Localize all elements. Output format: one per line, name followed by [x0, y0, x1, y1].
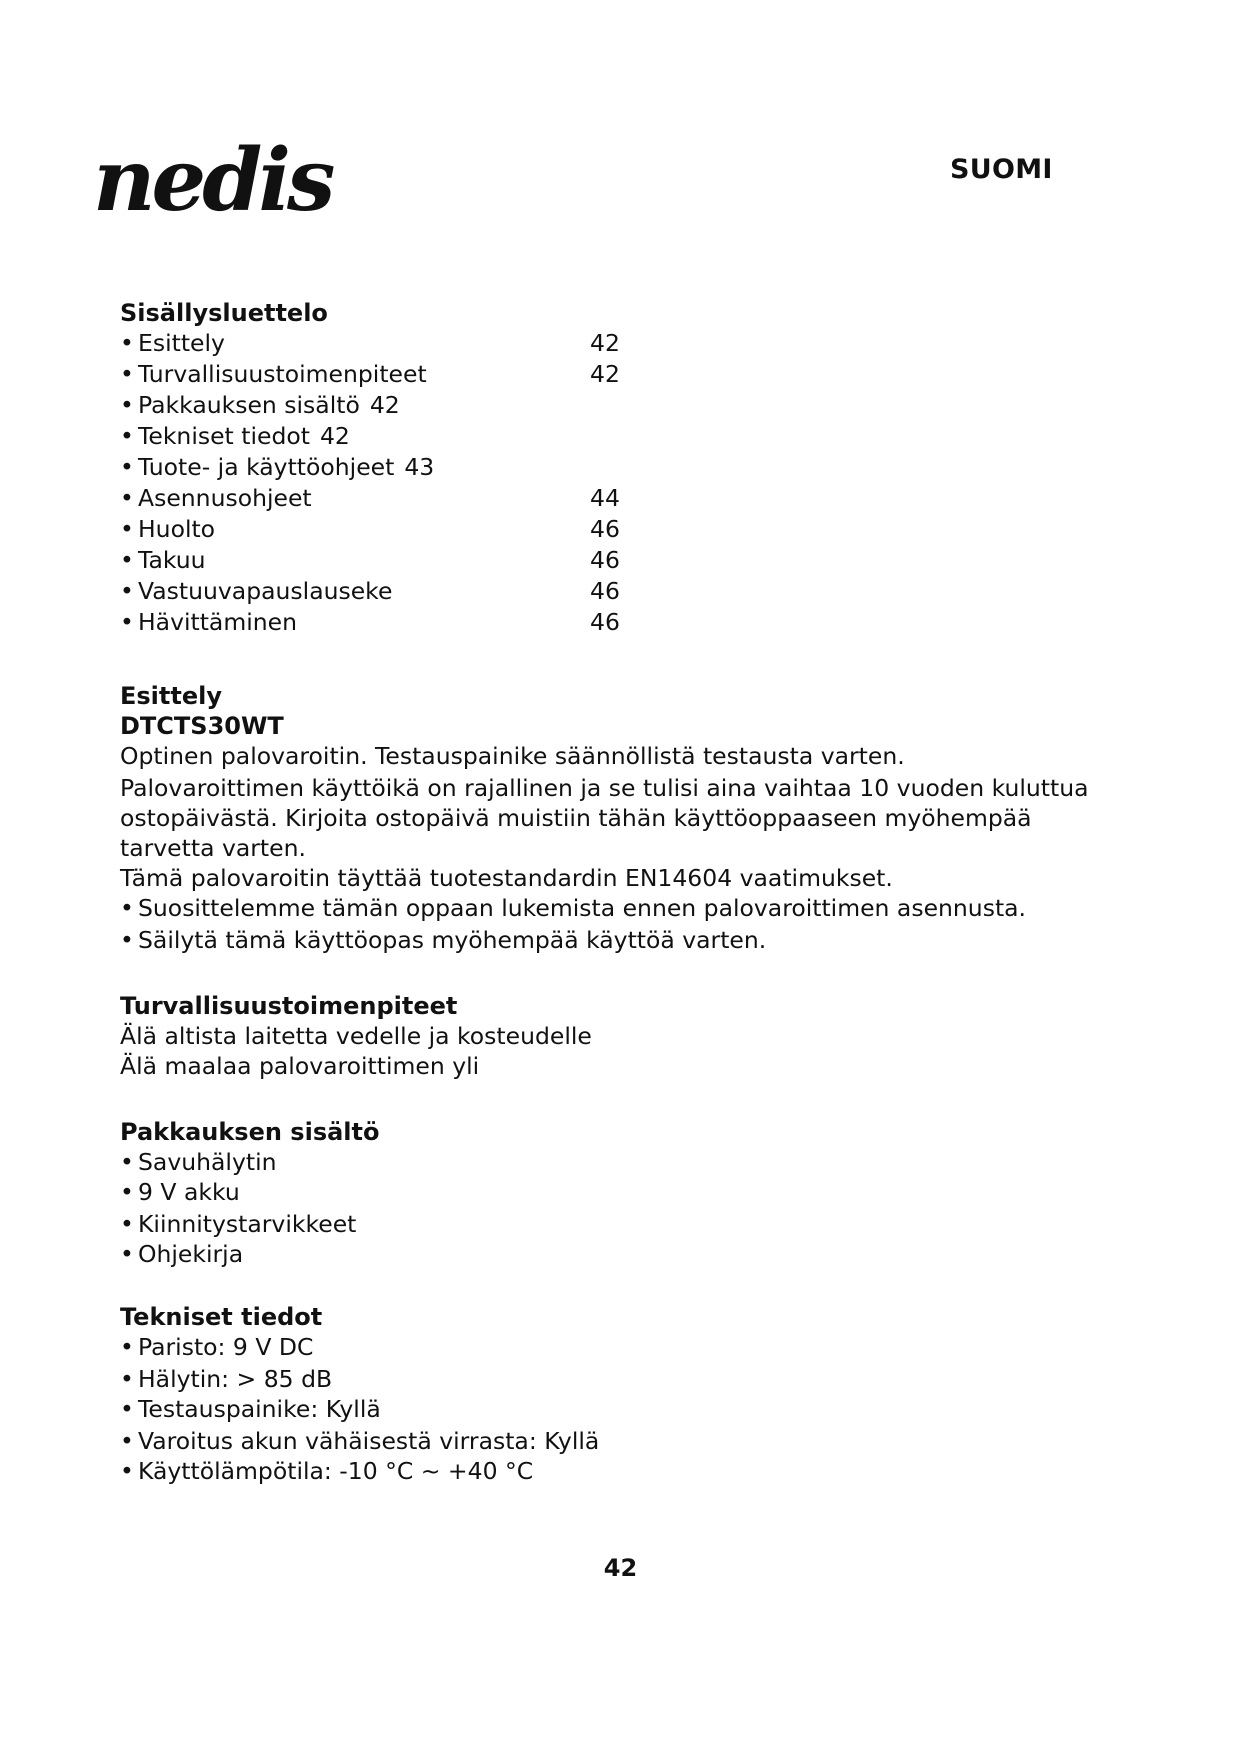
- list-item: • Kiinnitystarvikkeet: [120, 1210, 357, 1238]
- list-item: • Varoitus akun vähäisestä virrasta: Kyllä: [120, 1427, 600, 1455]
- toc-item-label: Takuu: [138, 546, 206, 574]
- package-title: Pakkauksen sisältö: [120, 1118, 380, 1146]
- list-item: • Säilytä tämä käyttöopas myöhempää käyttöä varten.: [120, 926, 767, 954]
- toc-item-page: 42: [590, 360, 620, 388]
- safety-line: Älä maalaa palovaroittimen yli: [120, 1052, 480, 1080]
- intro-line: Optinen palovaroitin. Testauspainike säännöllistä testausta varten.: [120, 742, 905, 770]
- bullet-icon: •: [120, 391, 134, 419]
- bullet-icon: •: [120, 577, 134, 605]
- package-section: [120, 1117, 380, 1269]
- toc-item: [120, 421, 434, 452]
- bullet-icon: •: [120, 329, 134, 357]
- intro-line: Tämä palovaroitin täyttää tuotestandardin EN14604 vaatimukset.: [120, 864, 893, 892]
- specs-section: [120, 1302, 599, 1486]
- bullet-icon: •: [120, 422, 134, 450]
- safety-section: [120, 991, 592, 1081]
- toc-item-page: 42: [319, 422, 350, 450]
- bullet-icon: •: [120, 453, 134, 481]
- list-item: • 9 V akku: [120, 1178, 240, 1206]
- toc-item-label: Turvallisuustoimenpiteet: [138, 360, 427, 388]
- toc-item-page: 46: [590, 546, 620, 574]
- toc-item-label: Pakkauksen sisältö: [138, 391, 360, 419]
- list-item: • Hälytin: > 85 dB: [120, 1365, 333, 1393]
- list-item: • Paristo: 9 V DC: [120, 1333, 314, 1361]
- toc-item-label: Esittely: [138, 329, 225, 357]
- toc-item: [120, 483, 620, 514]
- toc-item: [120, 607, 620, 638]
- toc-item-label: Asennusohjeet: [138, 484, 312, 512]
- toc-item-page: 42: [590, 329, 620, 357]
- brand-logo: [88, 128, 448, 238]
- toc-item-page: 46: [590, 577, 620, 605]
- bullet-icon: •: [120, 484, 134, 512]
- intro-line: tarvetta varten.: [120, 834, 306, 862]
- bullet-icon: •: [120, 515, 134, 543]
- toc-item-page: 46: [590, 608, 620, 636]
- table-of-contents: [120, 298, 620, 638]
- toc-item: [120, 359, 620, 390]
- intro-section: [120, 681, 1089, 955]
- bullet-icon: •: [120, 546, 134, 574]
- toc-item: [120, 545, 620, 576]
- toc-item-page: 43: [404, 453, 435, 481]
- nedis-logo-icon: [88, 128, 448, 238]
- toc-item: [120, 328, 620, 359]
- toc-item: [120, 390, 434, 421]
- safety-line: Älä altista laitetta vedelle ja kosteudelle: [120, 1022, 592, 1050]
- page-number: 42: [603, 1554, 638, 1582]
- toc-item-page: 46: [590, 515, 620, 543]
- intro-title: Esittely: [120, 682, 222, 710]
- list-item: • Käyttölämpötila: -10 °C ~ +40 °C: [120, 1457, 534, 1485]
- svg-text:nedis: nedis: [93, 130, 332, 231]
- intro-line: Palovaroittimen käyttöikä on rajallinen ja se tulisi aina vaihtaa 10 vuoden kuluttua: [120, 774, 1089, 802]
- toc-item: [120, 514, 620, 545]
- language-label: SUOMI: [950, 154, 1053, 185]
- list-item: • Ohjekirja: [120, 1240, 244, 1268]
- safety-title: Turvallisuustoimenpiteet: [120, 992, 458, 1020]
- list-item: • Testauspainike: Kyllä: [120, 1395, 381, 1423]
- toc-item-label: Vastuuvapauslauseke: [138, 577, 393, 605]
- toc-item-label: Tuote- ja käyttöohjeet: [138, 453, 395, 481]
- toc-item-label: Huolto: [138, 515, 216, 543]
- model-number: DTCTS30WT: [120, 712, 284, 740]
- toc-list: [120, 328, 620, 638]
- intro-line: ostopäivästä. Kirjoita ostopäivä muistiin tähän käyttöoppaaseen myöhempää: [120, 804, 1032, 832]
- toc-item-page: 42: [369, 391, 400, 419]
- bullet-icon: •: [120, 360, 134, 388]
- toc-item-label: Tekniset tiedot: [138, 422, 310, 450]
- toc-item-page: 44: [590, 484, 620, 512]
- toc-title: Sisällysluettelo: [120, 299, 328, 327]
- toc-item-label: Hävittäminen: [138, 608, 298, 636]
- list-item: • Savuhälytin: [120, 1148, 277, 1176]
- list-item: • Suosittelemme tämän oppaan lukemista ennen palovaroittimen asennusta.: [120, 894, 1027, 922]
- specs-title: Tekniset tiedot: [120, 1303, 323, 1331]
- toc-item: [120, 452, 434, 483]
- toc-item: [120, 576, 620, 607]
- bullet-icon: •: [120, 608, 134, 636]
